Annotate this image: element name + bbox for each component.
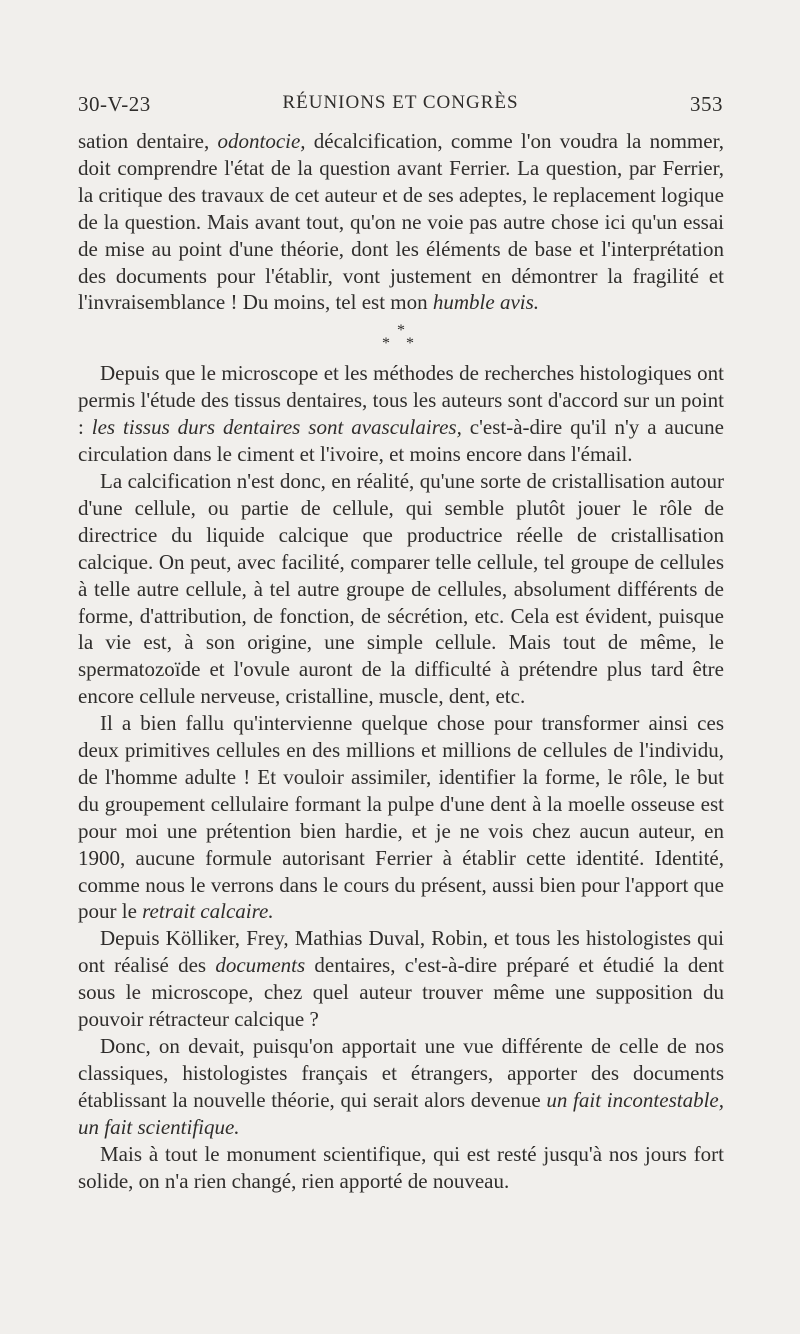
paragraph-3: La calcification n'est donc, en réalité, qu'une sorte de cristallisation autour d'une cellule, ou partie de cellule, qui semble plutôt jouer le rôle de directrice du liquide calcique que productrice réelle de cristallisation calcique. On peut, avec facilité, comparer telle cellule, tel groupe de cellules à telle autre cellule, à tel autre groupe de cellules, absolument différents de forme, d'attribution, de fonction, de sécrétion, etc. Cela est évident, puisque la vie est, à son origine, une simple cellule. Mais tout de même, le spermatozoïde et l'ovule auront de la difficulté à prétendre plus tard être encore cellule nerveuse, cristalline, muscle, dent, etc. [78, 468, 724, 709]
paragraph-2: Depuis que le microscope et les méthodes de recherches histologiques ont permis l'étude des tissus dentaires, tous les auteurs sont d'accord sur un point : les tissus durs dentaires sont avasculaires, c'est-à-dire qu'il n'y a aucune circulation dans le ciment et l'ivoire, et moins encore dans l'émail. [78, 361, 724, 467]
page-number: 353 [690, 92, 723, 116]
header-date: 30-V-23 [78, 92, 151, 116]
section-separator: * * * [382, 322, 420, 353]
paragraph-7: Mais à tout le monument scientifique, qui est resté jusqu'à nos jours fort solide, on n'a rien changé, rien apporté de nouveau. [78, 1141, 724, 1193]
paragraph-4: Il a bien fallu qu'intervienne quelque chose pour transformer ainsi ces deux primitives cellules en des millions et millions de cellules de l'individu, de l'homme adulte ! Et vouloir assimiler, identifier la forme, le rôle, le but du groupement cellulaire formant la pulpe d'une dent à la moelle osseuse est pour moi une prétention bien hardie, et je ne vois chez aucun auteur, en 1900, aucune formule autorisant Ferrier à établir cette identité. Identité, comme nous le verrons dans le cours du présent, aussi bien pour l'apport que pour le retrait calcaire. [78, 711, 724, 924]
body-text [78, 128, 724, 1194]
paragraph-1: sation dentaire, odontocie, décalcification, comme l'on voudra la nommer, doit comprendre l'état de la question avant Ferrier. La question, par Ferrier, la critique des travaux de cet auteur et de ses adeptes, le replacement logique de la question. Mais avant tout, qu'on ne voie pas autre chose ici qu'un essai de mise au point d'une théorie, dont les éléments de base et l'interprétation des documents pour l'établir, vont justement en démontrer la fragilité et l'invraisemblance ! Du moins, tel est mon humble avis. [78, 129, 724, 315]
running-header [78, 92, 723, 122]
paragraph-6: Donc, on devait, puisqu'on apportait une vue différente de celle de nos classiques, histologistes français et étrangers, apporter des documents établissant la nouvelle théorie, qui serait alors devenue un fait incontestable, un fait scientifique. [78, 1034, 724, 1139]
header-section-title: RÉUNIONS ET CONGRÈS [282, 92, 519, 113]
paragraph-5: Depuis Kölliker, Frey, Mathias Duval, Robin, et tous les histologistes qui ont réalisé des documents dentaires, c'est-à-dire préparé et étudié la dent sous le microscope, chez quel auteur trouver même une supposition du pouvoir rétracteur calcique ? [78, 926, 724, 1032]
